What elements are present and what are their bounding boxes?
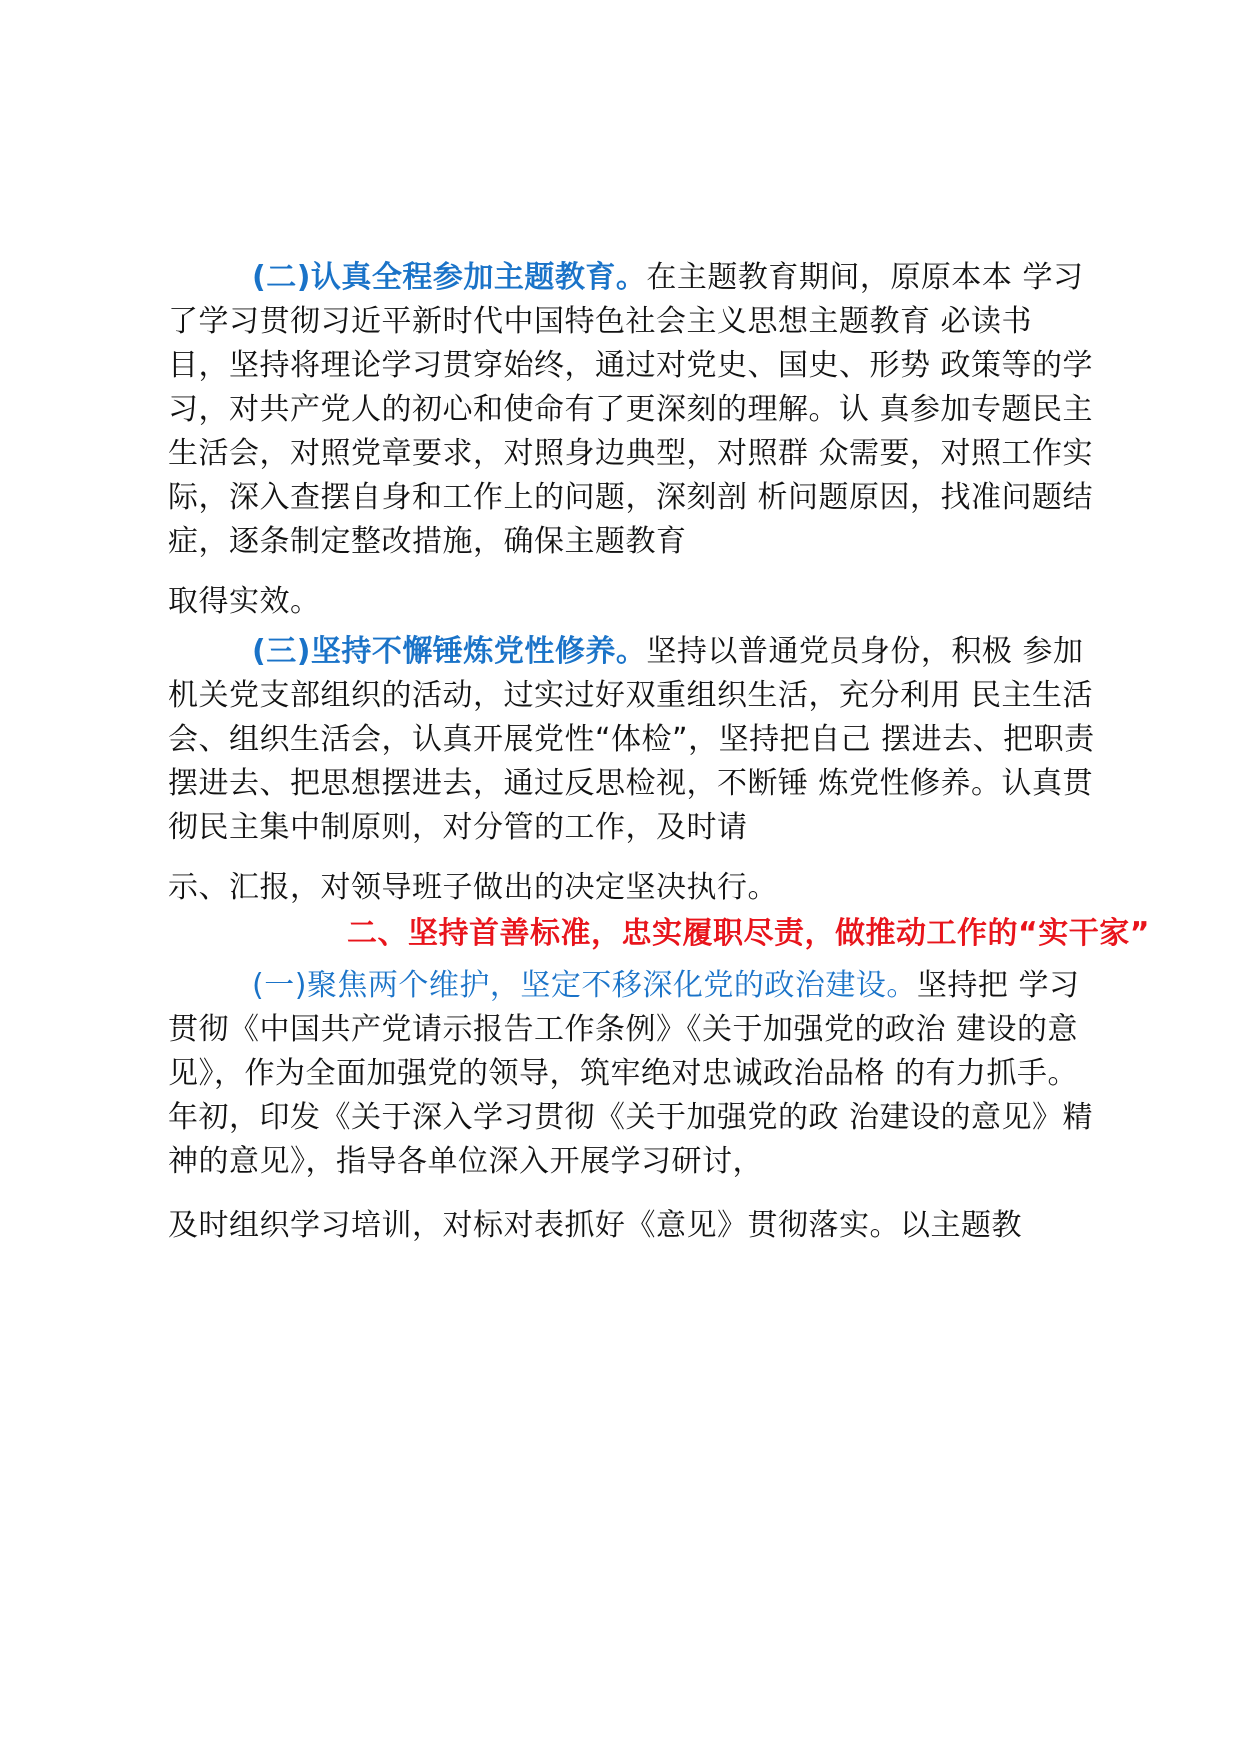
paragraph-text: 在主题教育期间，原原本本 学习 [646, 260, 1084, 295]
paragraph-line: 会、组织生活会，认真开展党性“体检”，坚持把自己 摆进去、把职责 [168, 722, 1095, 757]
paragraph-line: 示、汇报，对领导班子做出的决定坚决执行。 [168, 870, 778, 905]
paragraph-line: 见》，作为全面加强党的领导，筑牢绝对忠诚政治品格 的有力抓手。 [168, 1056, 1079, 1091]
paragraph-line: 及时组织学习培训，对标对表抓好《意见》贯彻落实。以主题教 [168, 1208, 1022, 1243]
paragraph-line: 目，坚持将理论学习贯穿始终，通过对党史、国史、形势 政策等的学 [168, 348, 1094, 383]
paragraph-line [252, 258, 1083, 298]
section-heading: (一)聚焦两个维护，坚定不移深化党的政治建设。 [252, 968, 917, 1003]
paragraph-text: 坚持把 学习 [916, 968, 1080, 1003]
paragraph-line: 了学习贯彻习近平新时代中国特色社会主义思想主题教育 必读书 [168, 304, 1033, 339]
paragraph-line: 取得实效。 [168, 584, 321, 619]
part-title: 二、坚持首善标准，忠实履职尽责，做推动工作的“实干家” [347, 916, 1150, 951]
section-heading: (二)认真全程参加主题教育。 [252, 260, 647, 295]
paragraph-line: 生活会，对照党章要求，对照身边典型，对照群 众需要，对照工作实 [168, 436, 1094, 471]
paragraph-line [252, 632, 1083, 672]
paragraph-line: 神的意见》，指导各单位深入开展学习研讨， [168, 1144, 763, 1179]
paragraph-line: 际，深入查摆自身和工作上的问题，深刻剖 析问题原因，找准问题结 [168, 480, 1094, 515]
paragraph-line: 贯彻《中国共产党请示报告工作条例》《关于加强党的政治 建设的意 [168, 1012, 1079, 1047]
paragraph-line: 年初，印发《关于深入学习贯彻《关于加强党的政 治建设的意见》精 [168, 1100, 1094, 1135]
paragraph-line: 症，逐条制定整改措施，确保主题教育 [168, 524, 687, 559]
paragraph-line: 摆进去、把思想摆进去，通过反思检视，不断锤 炼党性修养。认真贯 [168, 766, 1094, 801]
paragraph-text: 坚持以普通党员身份，积极 参加 [646, 634, 1084, 669]
paragraph-line: 彻民主集中制原则，对分管的工作，及时请 [168, 810, 748, 845]
paragraph-line: 习，对共产党人的初心和使命有了更深刻的理解。认 真参加专题民主 [168, 392, 1094, 427]
paragraph-line [252, 966, 1079, 1006]
paragraph-line: 机关党支部组织的活动，过实过好双重组织生活，充分利用 民主生活 [168, 678, 1094, 713]
section-heading: (三)坚持不懈锤炼党性修养。 [252, 634, 647, 669]
